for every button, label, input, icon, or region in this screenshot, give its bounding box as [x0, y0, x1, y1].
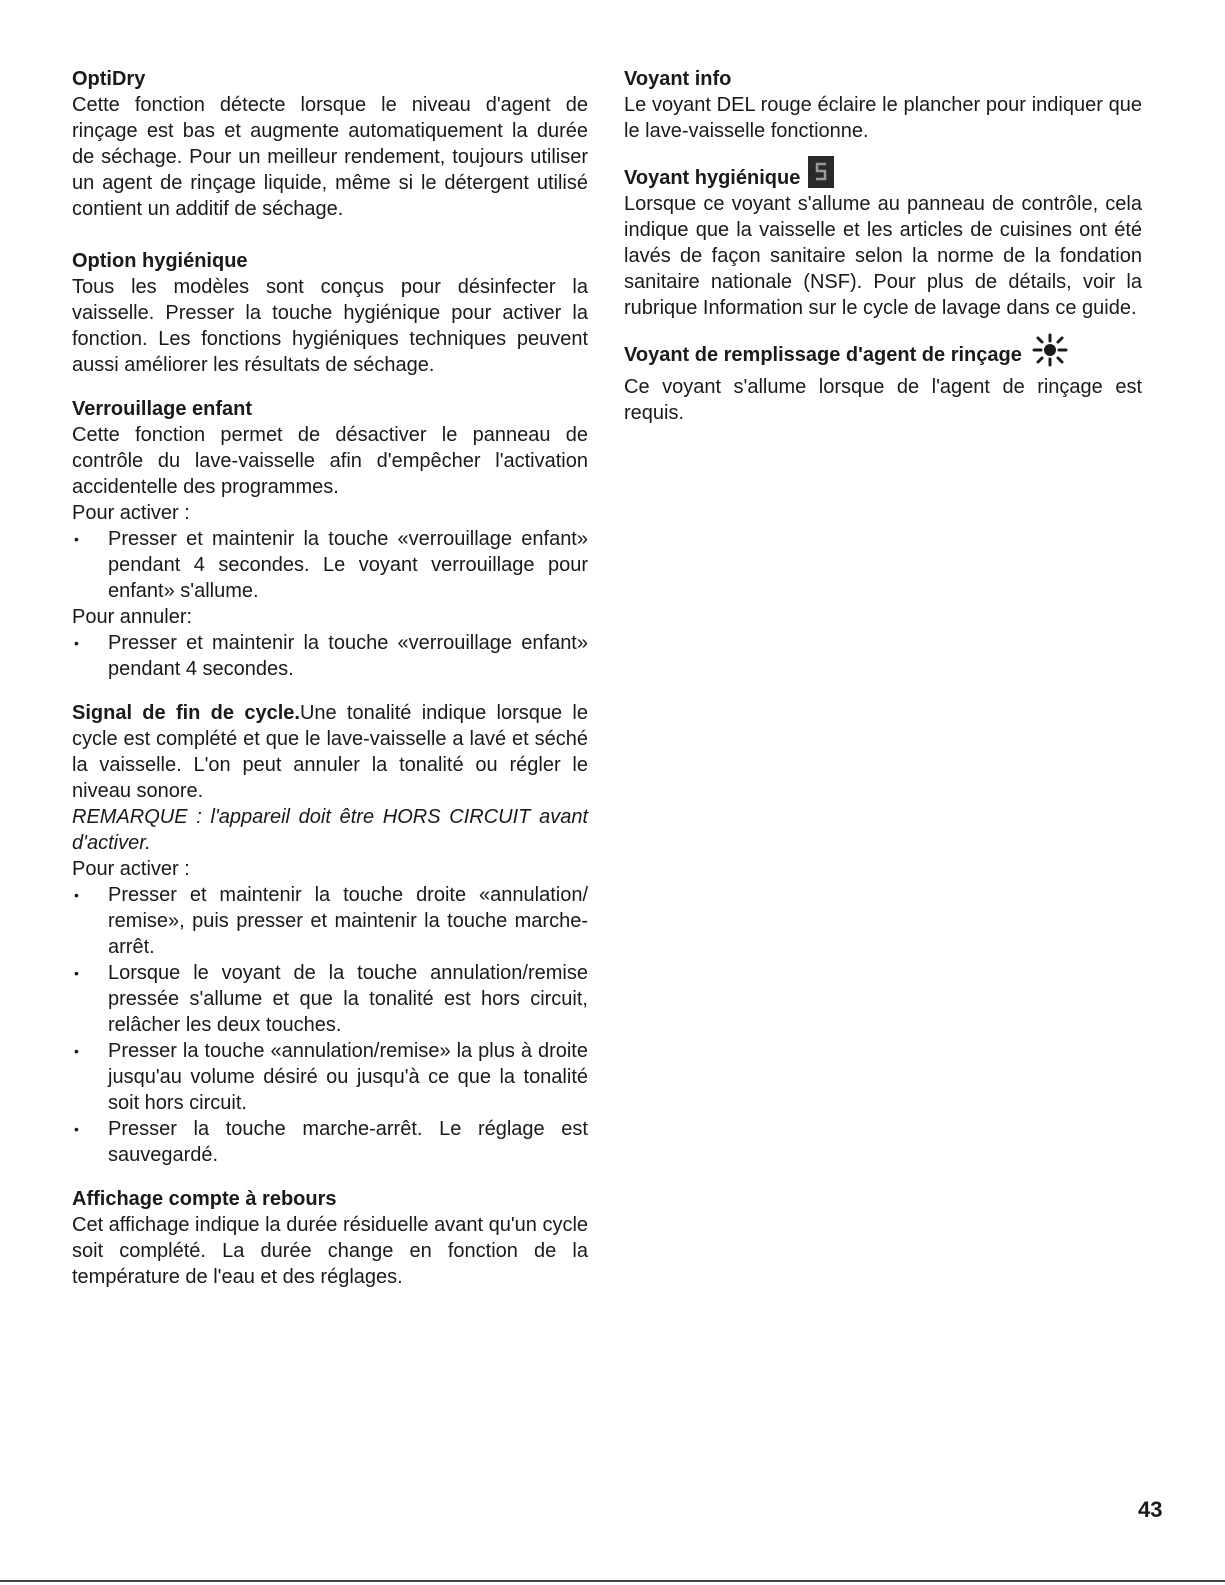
list-item: • Presser et maintenir la touche droite «annulation/ remise», puis presser et maintenir la touche marche-arrêt. — [72, 882, 588, 960]
verrouillage-body: Cette fonction permet de désactiver le panneau de contrôle du lave-vaisselle afin d'empêcher l'activation accidentelle des programmes. — [72, 424, 588, 498]
verrouillage-heading: Verrouillage enfant — [72, 398, 253, 420]
affichage-heading: Affichage compte à rebours — [72, 1188, 337, 1210]
voyant-rincage-title: Voyant de remplissage d'agent de rinçage — [624, 344, 1022, 366]
right-column — [624, 66, 1142, 426]
sanitize-indicator-icon — [808, 156, 834, 188]
section-voyant-info — [624, 66, 1142, 144]
page-number: 43 — [1138, 1497, 1163, 1522]
option-hygienique-heading: Option hygiénique — [72, 250, 248, 272]
section-voyant-rincage — [624, 333, 1142, 426]
section-verrouillage-enfant — [72, 396, 588, 682]
signal-steps-list — [72, 882, 588, 1168]
voyant-hygienique-body: Lorsque ce voyant s'allume au panneau de contrôle, cela indique que la vaisselle et les articles de cuisines ont été lavés de façon sanitaire selon la norme de la fondation sanitaire nationale (NSF). Pour plus de détails, voir la rubrique Information sur le cycle de lavage dans ce guide. — [624, 193, 1142, 319]
bottom-rule — [0, 1580, 1225, 1582]
list-item: • Presser la touche «annulation/remise» la plus à droite jusqu'au volume désiré ou jusqu'à ce que la tonalité soit hors circuit. — [72, 1038, 588, 1116]
voyant-hygienique-title: Voyant hygiénique — [624, 167, 801, 189]
signal-note: REMARQUE : l'appareil doit être HORS CIRCUIT avant d'activer. — [72, 806, 588, 854]
optidry-body: Cette fonction détecte lorsque le niveau d'agent de rinçage est bas et augmente automatiquement la durée de séchage. Pour un meilleur rendement, toujours utiliser un agent de rinçage liquide, même si le détergent utilisé contient un additif de séchage. — [72, 94, 588, 220]
section-signal-fin-cycle — [72, 700, 588, 1168]
list-item: • Presser et maintenir la touche «verrouillage enfant» pendant 4 secondes. Le voyant verrouillage pour enfant» s'allume. — [72, 526, 588, 604]
section-affichage-compte — [72, 1186, 588, 1290]
optidry-heading: OptiDry — [72, 68, 146, 90]
list-item: • Presser et maintenir la touche «verrouillage enfant» pendant 4 secondes. — [72, 630, 588, 682]
section-optidry — [72, 66, 588, 222]
verrouillage-cancel-list — [72, 630, 588, 682]
left-column — [72, 66, 588, 1290]
voyant-info-heading: Voyant info — [624, 68, 732, 90]
verrouillage-activate-label: Pour activer : — [72, 502, 190, 524]
verrouillage-cancel-label: Pour annuler: — [72, 606, 193, 628]
list-item: • Lorsque le voyant de la touche annulation/remise pressée s'allume et que la tonalité est hors circuit, relâcher les deux touches. — [72, 960, 588, 1038]
voyant-rincage-body: Ce voyant s'allume lorsque de l'agent de rinçage est requis. — [624, 376, 1142, 424]
section-option-hygienique — [72, 248, 588, 378]
list-item: • Presser la touche marche-arrêt. Le réglage est sauvegardé. — [72, 1116, 588, 1168]
signal-activate-label: Pour activer : — [72, 858, 190, 880]
voyant-rincage-heading — [624, 333, 1142, 374]
signal-paragraph — [72, 700, 588, 804]
verrouillage-activate-list — [72, 526, 588, 604]
section-voyant-hygienique — [624, 156, 1142, 321]
option-hygienique-body: Tous les modèles sont conçus pour désinfecter la vaisselle. Presser la touche hygiénique pour activer la fonction. Les fonctions hygiéniques techniques peuvent aussi améliorer les résultats de séchage. — [72, 276, 588, 376]
voyant-info-body: Le voyant DEL rouge éclaire le plancher pour indiquer que le lave-vaisselle fonctionne. — [624, 94, 1142, 142]
affichage-body: Cet affichage indique la durée résiduelle avant qu'un cycle soit complété. La durée change en fonction de la température de l'eau et des réglages. — [72, 1214, 589, 1288]
signal-heading: Signal de fin de cycle. — [72, 702, 300, 724]
rinse-aid-indicator-icon — [1030, 333, 1070, 374]
signal-body: Une tonalité indique lorsque le cycle est complété et que le lave-vaisselle a lavé et séché la vaisselle. L'on peut annuler la tonalité ou régler le niveau sonore. — [72, 702, 588, 802]
voyant-hygienique-heading — [624, 156, 1142, 191]
